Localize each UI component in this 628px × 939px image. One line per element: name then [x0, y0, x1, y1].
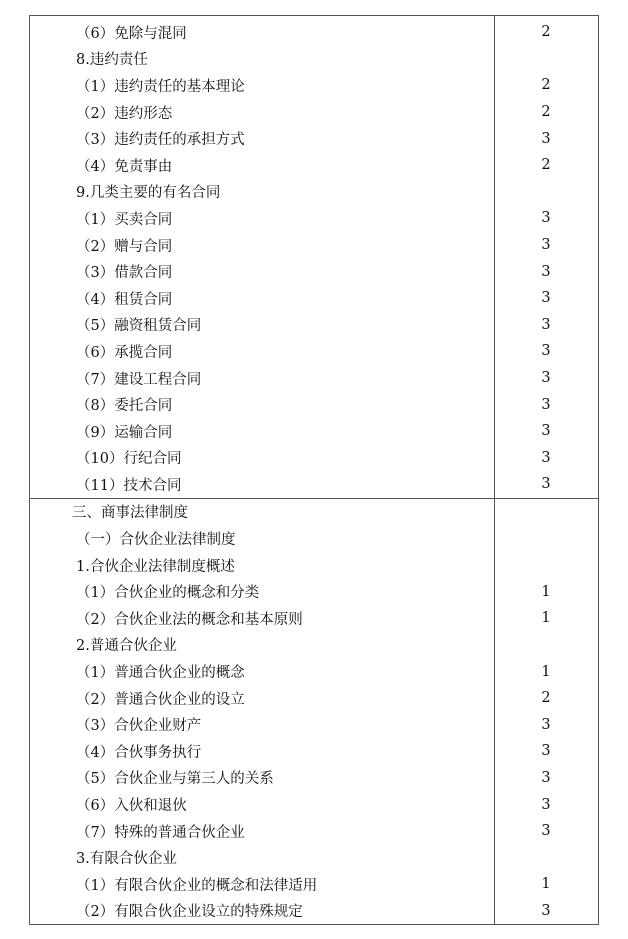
- table-row: [30, 791, 598, 818]
- table-row: [30, 285, 598, 312]
- hours-cell: 3: [541, 370, 551, 387]
- table-row: [30, 365, 598, 392]
- topic-cell: （6）承揽合同: [76, 344, 173, 361]
- topic-cell: 8.违约责任: [76, 52, 148, 69]
- hours-cell: 2: [541, 77, 551, 94]
- hours-cell: 3: [541, 237, 551, 254]
- table-row: [30, 658, 598, 685]
- table-row: [30, 179, 598, 206]
- table-row: [30, 258, 598, 285]
- topic-cell: （3）违约责任的承担方式: [76, 132, 245, 149]
- table-row: [30, 898, 598, 925]
- topic-cell: （1）普通合伙企业的概念: [76, 665, 245, 682]
- topic-cell: （3）合伙企业财产: [76, 718, 202, 735]
- hours-cell: 3: [541, 796, 551, 813]
- topic-cell: （1）合伙企业的概念和分类: [76, 585, 260, 602]
- table-group: [30, 16, 598, 498]
- table-row: [30, 445, 598, 472]
- hours-cell: 3: [541, 396, 551, 413]
- topic-cell: （2）有限合伙企业设立的特殊规定: [76, 904, 303, 921]
- hours-cell: 1: [541, 583, 551, 600]
- hours-cell: 3: [541, 823, 551, 840]
- hours-cell: 3: [541, 743, 551, 760]
- table-row: [30, 844, 598, 871]
- hours-cell: 3: [541, 423, 551, 440]
- table-row: [30, 232, 598, 259]
- topic-cell: 9.几类主要的有名合同: [76, 185, 221, 202]
- hours-cell: 3: [541, 476, 551, 493]
- syllabus-table: [29, 15, 599, 925]
- topic-cell: （5）融资租赁合同: [76, 318, 202, 335]
- hours-cell: 3: [541, 716, 551, 733]
- table-row: [30, 152, 598, 179]
- topic-cell: （11）技术合同: [76, 477, 182, 494]
- topic-cell: （一）合伙企业法律制度: [76, 532, 236, 549]
- hours-cell: 2: [541, 157, 551, 174]
- hours-cell: 3: [541, 769, 551, 786]
- table-row: [30, 471, 598, 498]
- table-row: [30, 72, 598, 99]
- table-row: [30, 711, 598, 738]
- table-row: [30, 578, 598, 605]
- hours-cell: 3: [541, 902, 551, 919]
- table-row: [30, 738, 598, 765]
- table-row: [30, 871, 598, 898]
- table-row: [30, 418, 598, 445]
- topic-cell: （3）借款合同: [76, 265, 173, 282]
- topic-cell: （4）免责事由: [76, 158, 173, 175]
- topic-cell: （10）行纪合同: [76, 451, 182, 468]
- table-row: [30, 19, 598, 46]
- topic-cell: （5）合伙企业与第三人的关系: [76, 771, 274, 788]
- topic-cell: （4）合伙事务执行: [76, 744, 202, 761]
- table-row: [30, 765, 598, 792]
- topic-cell: （6）入伙和退伙: [76, 798, 187, 815]
- table-row: [30, 818, 598, 845]
- table-row: [30, 605, 598, 632]
- hours-cell: 3: [541, 316, 551, 333]
- table-row: [30, 46, 598, 73]
- topic-cell: （2）合伙企业法的概念和基本原则: [76, 611, 303, 628]
- topic-cell: （8）委托合同: [76, 398, 173, 415]
- topic-cell: 1.合伙企业法律制度概述: [76, 558, 235, 575]
- table-row: [30, 685, 598, 712]
- hours-cell: 3: [541, 290, 551, 307]
- topic-cell: （2）普通合伙企业的设立: [76, 691, 245, 708]
- table-row: [30, 391, 598, 418]
- topic-cell: （1）买卖合同: [76, 211, 173, 228]
- topic-cell: 3.有限合伙企业: [76, 851, 177, 868]
- topic-cell: （1）违约责任的基本理论: [76, 78, 245, 95]
- table-row: [30, 552, 598, 579]
- hours-cell: 3: [541, 210, 551, 227]
- hours-cell: 3: [541, 343, 551, 360]
- topic-cell: （4）租赁合同: [76, 291, 173, 308]
- table-group: [30, 498, 598, 925]
- hours-cell: 3: [541, 449, 551, 466]
- table-row: [30, 499, 598, 526]
- table-row: [30, 632, 598, 659]
- topic-cell: （6）免除与混同: [76, 25, 187, 42]
- table-row: [30, 338, 598, 365]
- hours-cell: 2: [541, 24, 551, 41]
- table-row: [30, 312, 598, 339]
- topic-cell: 三、商事法律制度: [72, 505, 188, 522]
- topic-cell: （7）建设工程合同: [76, 371, 202, 388]
- table-row: [30, 525, 598, 552]
- topic-cell: （9）运输合同: [76, 424, 173, 441]
- topic-cell: （7）特殊的普通合伙企业: [76, 824, 245, 841]
- topic-cell: （2）违约形态: [76, 105, 173, 122]
- hours-cell: 3: [541, 130, 551, 147]
- topic-cell: 2.普通合伙企业: [76, 638, 177, 655]
- hours-cell: 2: [541, 104, 551, 121]
- hours-cell: 1: [541, 663, 551, 680]
- hours-cell: 1: [541, 876, 551, 893]
- table-row: [30, 125, 598, 152]
- hours-cell: 1: [541, 610, 551, 627]
- topic-cell: （1）有限合伙企业的概念和法律适用: [76, 877, 318, 894]
- hours-cell: 3: [541, 263, 551, 280]
- table-row: [30, 205, 598, 232]
- topic-cell: （2）赠与合同: [76, 238, 173, 255]
- table-row: [30, 99, 598, 126]
- hours-cell: 2: [541, 690, 551, 707]
